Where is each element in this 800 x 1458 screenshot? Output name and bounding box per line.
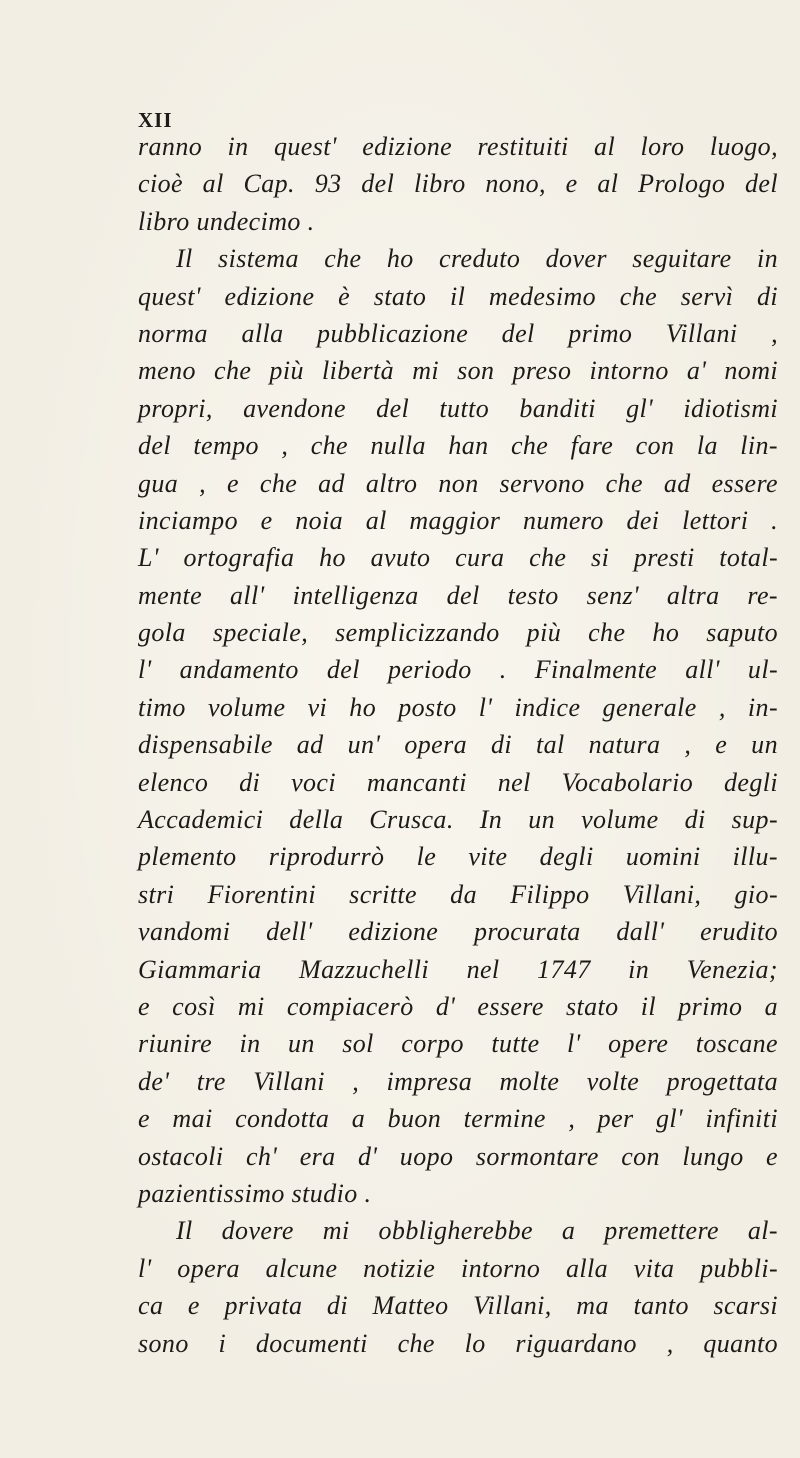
text-line: l' andamento del periodo . Finalmente all' ul- (138, 655, 778, 685)
text-line: timo volume vi ho posto l' indice generale , in- (138, 692, 778, 722)
text-line: mente all' intelligenza del testo senz' altra re- (138, 580, 778, 610)
text-line: ostacoli ch' era d' uopo sormontare con lungo e (138, 1141, 778, 1171)
text-line: propri, avendone del tutto banditi gl' idiotismi (138, 393, 778, 423)
text-line: Giammaria Mazzuchelli nel 1747 in Venezia; (138, 954, 778, 984)
text-line: e così mi compiacerò d' essere stato il primo a (138, 991, 778, 1021)
text-line: cioè al Cap. 93 del libro nono, e al Prologo del (138, 169, 778, 199)
text-line: Il dovere mi obbligherebbe a premettere al- (176, 1216, 778, 1246)
text-line: gua , e che ad altro non servono che ad essere (138, 468, 778, 498)
text-line: vandomi dell' edizione procurata dall' erudito (138, 917, 778, 947)
text-line: quest' edizione è stato il medesimo che servì di (138, 281, 778, 311)
text-line: pazientissimo studio . (138, 1178, 372, 1208)
text-line: del tempo , che nulla han che fare con la lin- (138, 431, 778, 461)
text-line: elenco di voci mancanti nel Vocabolario degli (138, 767, 778, 797)
text-line: norma alla pubblicazione del primo Villani , (138, 318, 778, 348)
text-line: libro undecimo . (138, 206, 315, 236)
text-line: ca e privata di Matteo Villani, ma tanto scarsi (138, 1291, 778, 1321)
body-text (138, 128, 778, 1362)
text-line: Il sistema che ho creduto dover seguitare in (176, 244, 778, 274)
text-line: meno che più libertà mi son preso intorno a' nomi (138, 356, 778, 386)
text-line: inciampo e noia al maggior numero dei lettori . (138, 505, 778, 535)
text-line: riunire in un sol corpo tutte l' opere toscane (138, 1029, 778, 1059)
text-line: dispensabile ad un' opera di tal natura , e un (138, 730, 778, 760)
text-line: stri Fiorentini scritte da Filippo Villani, gio- (138, 879, 778, 909)
page-number: XII (138, 108, 173, 132)
text-line: sono i documenti che lo riguardano , quanto (138, 1328, 778, 1358)
text-line: ranno in quest' edizione restituiti al loro luogo, (138, 132, 778, 161)
text-line: plemento riprodurrò le vite degli uomini illu- (138, 842, 778, 872)
text-line: Accademici della Crusca. In un volume di sup- (138, 805, 778, 835)
text-line: de' tre Villani , impresa molte volte progettata (138, 1066, 778, 1096)
text-line: L' ortografia ho avuto cura che si presti total- (138, 543, 778, 573)
text-line: e mai condotta a buon termine , per gl' infiniti (138, 1104, 778, 1134)
text-line: gola speciale, semplicizzando più che ho saputo (138, 618, 778, 648)
text-line: l' opera alcune notizie intorno alla vita pubbli- (138, 1253, 778, 1283)
